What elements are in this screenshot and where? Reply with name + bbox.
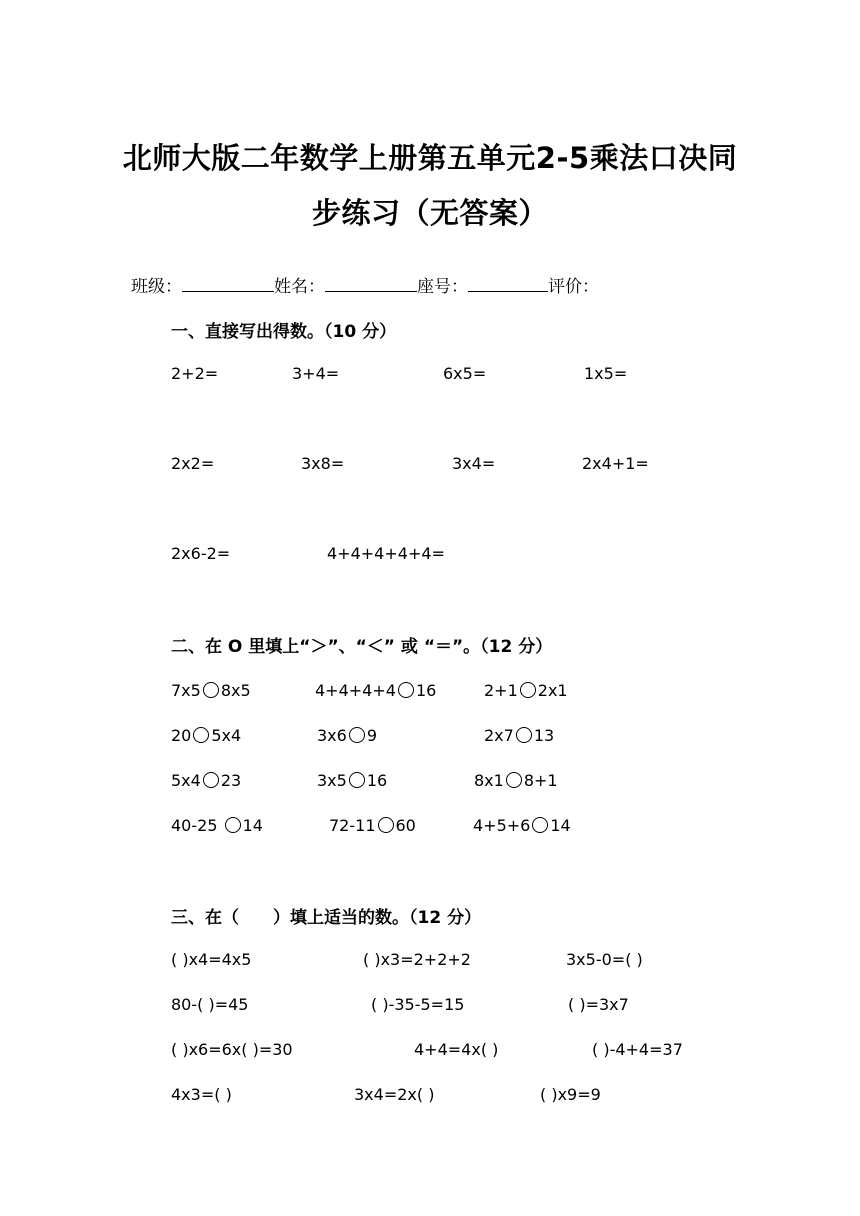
circle-blank-icon[interactable] — [349, 727, 365, 743]
calc-item: 6x5= — [443, 364, 487, 383]
section3-heading: 三、在（ ）填上适当的数。（12 分） — [171, 908, 482, 928]
fill-item: ( )-4+4=37 — [592, 1040, 683, 1059]
circle-blank-icon[interactable] — [378, 817, 394, 833]
compare-item — [171, 771, 241, 790]
page-title-line1: 北师大版二年数学上册第五单元2-5乘法口决同 — [122, 141, 738, 175]
calc-item: 2x4+1= — [582, 454, 649, 473]
compare-right: 13 — [533, 726, 555, 745]
compare-left: 7x5 — [171, 681, 201, 700]
compare-right: 5x4 — [211, 726, 242, 745]
compare-item — [329, 816, 416, 835]
compare-left: 3x6 — [317, 726, 347, 745]
fill-item: 80-( )=45 — [171, 995, 249, 1014]
compare-left: 2+1 — [484, 681, 518, 700]
calc-item: 2x6-2= — [171, 544, 231, 563]
compare-right: 2x1 — [537, 681, 568, 700]
calc-item: 2+2= — [171, 364, 219, 383]
compare-right: 14 — [242, 816, 263, 835]
fill-item: ( )x9=9 — [540, 1085, 601, 1104]
compare-item — [473, 816, 571, 835]
compare-item — [484, 681, 568, 700]
calc-item: 1x5= — [584, 364, 628, 383]
section2-heading: 二、在 O 里填上“＞”、“＜” 或 “＝”。（12 分） — [171, 637, 553, 657]
calc-item: 3+4= — [292, 364, 340, 383]
fill-item: 4+4=4x( ) — [414, 1040, 499, 1059]
compare-left: 2x7 — [484, 726, 514, 745]
circle-blank-icon[interactable] — [225, 817, 241, 833]
compare-left: 8x1 — [474, 771, 504, 790]
calc-item: 3x4= — [452, 454, 496, 473]
compare-right: 8x5 — [220, 681, 251, 700]
grade-label: 评价： — [548, 277, 599, 297]
compare-item — [317, 726, 377, 745]
compare-right: 8+1 — [523, 771, 558, 790]
fill-item: ( )x6=6x( )=30 — [171, 1040, 293, 1059]
student-info — [131, 272, 599, 297]
circle-blank-icon[interactable] — [203, 682, 219, 698]
circle-blank-icon[interactable] — [516, 727, 532, 743]
compare-left: 20 — [171, 726, 192, 745]
calc-item: 2x2= — [171, 454, 215, 473]
circle-blank-icon[interactable] — [203, 772, 219, 788]
compare-left: 4+5+6 — [473, 816, 531, 835]
circle-blank-icon[interactable] — [398, 682, 414, 698]
compare-right: 9 — [366, 726, 378, 745]
compare-right: 14 — [550, 816, 571, 835]
fill-item: 4x3=( ) — [171, 1085, 232, 1104]
compare-item — [474, 771, 558, 790]
class-label: 班级： — [131, 277, 182, 297]
fill-item: ( )-35-5=15 — [371, 995, 465, 1014]
circle-blank-icon[interactable] — [520, 682, 536, 698]
calc-item: 3x8= — [301, 454, 345, 473]
fill-item: 3x5-0=( ) — [566, 950, 643, 969]
circle-blank-icon[interactable] — [193, 727, 209, 743]
compare-item — [315, 681, 436, 700]
name-blank[interactable] — [325, 290, 417, 292]
compare-item — [171, 726, 241, 745]
fill-item: 3x4=2x( ) — [354, 1085, 435, 1104]
class-blank[interactable] — [182, 290, 274, 292]
compare-right: 60 — [395, 816, 416, 835]
seat-label: 座号： — [417, 277, 468, 297]
name-label: 姓名： — [274, 277, 325, 297]
compare-left: 5x4 — [171, 771, 201, 790]
page-title-line2: 步练习（无答案） — [311, 196, 548, 230]
compare-left: 72-11 — [329, 816, 376, 835]
seat-blank[interactable] — [468, 290, 548, 292]
section1-heading: 一、直接写出得数。（10 分） — [171, 322, 397, 342]
compare-left: 3x5 — [317, 771, 347, 790]
compare-item — [484, 726, 554, 745]
circle-blank-icon[interactable] — [532, 817, 548, 833]
compare-item — [171, 816, 263, 835]
calc-item: 4+4+4+4+4= — [327, 544, 445, 563]
fill-item: ( )x4=4x5 — [171, 950, 252, 969]
compare-item — [171, 681, 251, 700]
fill-item: ( )=3x7 — [568, 995, 629, 1014]
compare-item — [317, 771, 387, 790]
compare-left: 4+4+4+4 — [315, 681, 396, 700]
compare-left: 40-25 — [171, 816, 223, 835]
fill-item: ( )x3=2+2+2 — [363, 950, 471, 969]
compare-right: 23 — [220, 771, 242, 790]
circle-blank-icon[interactable] — [349, 772, 365, 788]
compare-right: 16 — [366, 771, 388, 790]
circle-blank-icon[interactable] — [506, 772, 522, 788]
compare-right: 16 — [415, 681, 437, 700]
